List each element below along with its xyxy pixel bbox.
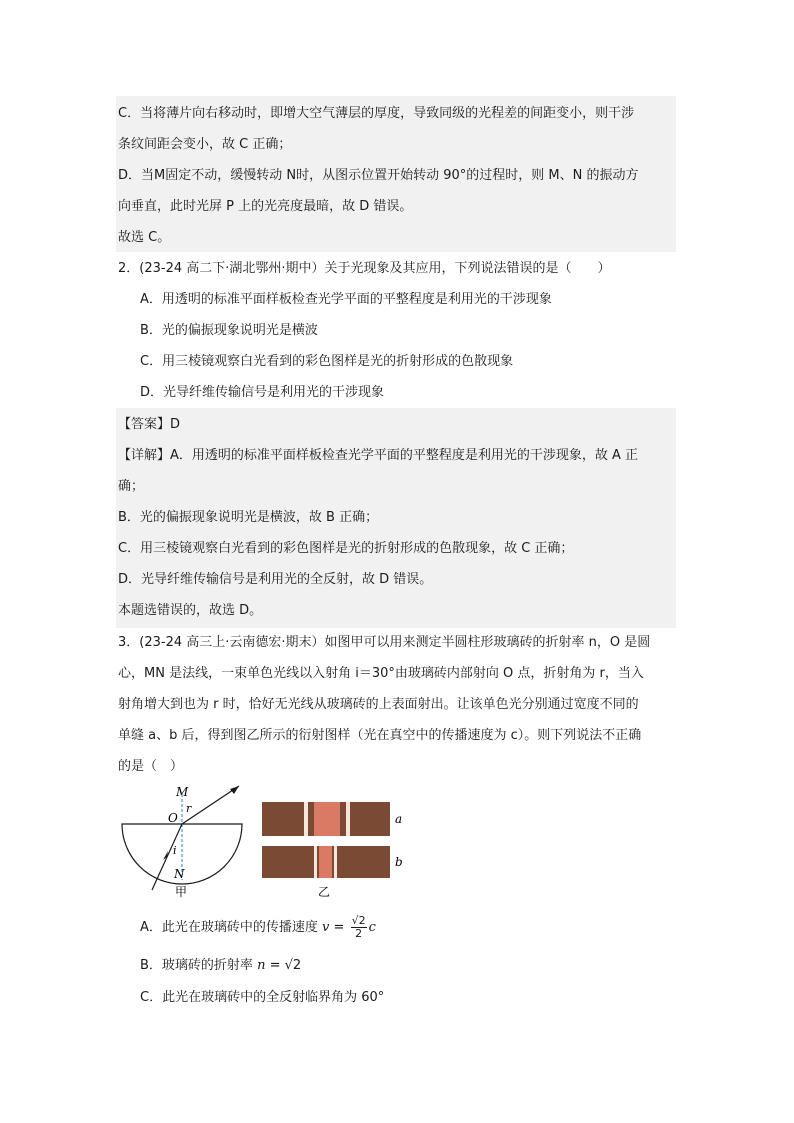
pattern-a-gap-right: [346, 802, 350, 836]
label-n: N: [174, 867, 185, 881]
q3-option-b-eq: = √2: [269, 958, 302, 973]
caption-yi: 乙: [318, 885, 331, 899]
q3-option-a-text: A．此光在玻璃砖中的传播速度: [140, 920, 318, 935]
q3-stem-line4: 单缝 a、b 后，得到图乙所示的衍射图样（光在真空中的传播速度为 c）。则下列说法不正确: [118, 728, 642, 743]
pattern-a-gap-left: [304, 802, 308, 836]
q3-stem-line3: 射角增大到也为 r 时，恰好无光线从玻璃砖的上表面射出。让该单色光分别通过宽度不同的: [118, 697, 639, 712]
prev-solution-c-line1: C．当将薄片向右移动时，即增大空气薄层的厚度，导致同级的光程差的间距变小，则干涉: [118, 106, 635, 121]
q2-stem: 2．(23-24 高二下·湖北鄂州·期中）关于光现象及其应用，下列说法错误的是（ ）: [118, 261, 611, 276]
q2-detail-line2: 确；: [118, 479, 145, 494]
incident-arrow: [163, 851, 168, 860]
q3-option-b: [140, 956, 301, 976]
q3-option-a-var: v: [322, 920, 330, 935]
label-i: i: [173, 844, 177, 857]
q3-option-b-text: B．玻璃砖的折射率: [140, 958, 253, 973]
label-o: O: [168, 811, 178, 825]
label-a: a: [395, 812, 403, 826]
figure-jia: [114, 782, 254, 900]
q2-option-c: C．用三棱镜观察白光看到的彩色图样是光的折射形成的色散现象: [140, 354, 514, 369]
q2-option-a: A．用透明的标准平面样板检查光学平面的平整程度是利用光的干涉现象: [140, 292, 552, 307]
q2-detail-line1: 【详解】A．用透明的标准平面样板检查光学平面的平整程度是利用光的干涉现象，故 A 正: [118, 448, 639, 463]
q3-option-b-var: n: [257, 958, 266, 973]
pattern-b-gap-right: [334, 846, 337, 878]
refracted-arrow: [230, 786, 239, 794]
pattern-b-gap-left: [314, 846, 317, 878]
q3-option-a-eq: =: [333, 920, 345, 935]
q2-detail-c: C．用三棱镜观察白光看到的彩色图样是光的折射形成的色散现象，故 C 正确；: [118, 541, 574, 556]
label-m: M: [176, 785, 189, 799]
q2-option-d: D．光导纤维传输信号是利用光的干涉现象: [140, 385, 385, 400]
caption-jia: 甲: [175, 885, 188, 899]
prev-solution-conclusion: 故选 C。: [118, 230, 171, 245]
q2-conclusion: 本题选错误的，故选 D。: [118, 603, 263, 618]
q3-stem-line5: 的是（ ）: [118, 759, 184, 774]
q3-option-a-c: c: [368, 920, 376, 935]
q3-option-a-denominator: 2: [355, 927, 363, 940]
prev-solution-c-line2: 条纹间距会变小，故 C 正确；: [118, 137, 292, 152]
q3-option-a-fraction: [351, 915, 367, 940]
label-b: b: [395, 855, 403, 869]
q3-option-a: [140, 912, 376, 944]
prev-solution-d-line1: D．当M固定不动，缓慢转动 N时，从图示位置开始转动 90°的过程时，则 M、N 的振动方: [118, 168, 639, 183]
q2-detail-b: B．光的偏振现象说明光是横波，故 B 正确；: [118, 510, 379, 525]
q2-detail-d: D．光导纤维传输信号是利用光的全反射，故 D 错误。: [118, 572, 433, 587]
q3-stem-line2: 心，MN 是法线，一束单色光线以入射角 i＝30°由玻璃砖内部射向 O 点，折射角为 r，当入: [118, 666, 644, 681]
q2-answer: 【答案】D: [118, 417, 181, 432]
figure-yi: [258, 800, 408, 900]
q3-option-a-numerator: √2: [351, 914, 366, 927]
q2-option-b: B．光的偏振现象说明光是横波: [140, 323, 318, 338]
q3-option-c: C．此光在玻璃砖中的全反射临界角为 60°: [140, 990, 385, 1005]
pattern-b-central: [319, 846, 332, 878]
q3-stem-line1: 3．(23-24 高三上·云南德宏·期末）如图甲可以用来测定半圆柱形玻璃砖的折射率 n，O 是圆: [118, 635, 651, 650]
prev-solution-d-line2: 向垂直，此时光屏 P 上的光亮度最暗，故 D 错误。: [118, 199, 413, 214]
label-r: r: [186, 802, 192, 815]
pattern-a-central: [314, 802, 340, 836]
